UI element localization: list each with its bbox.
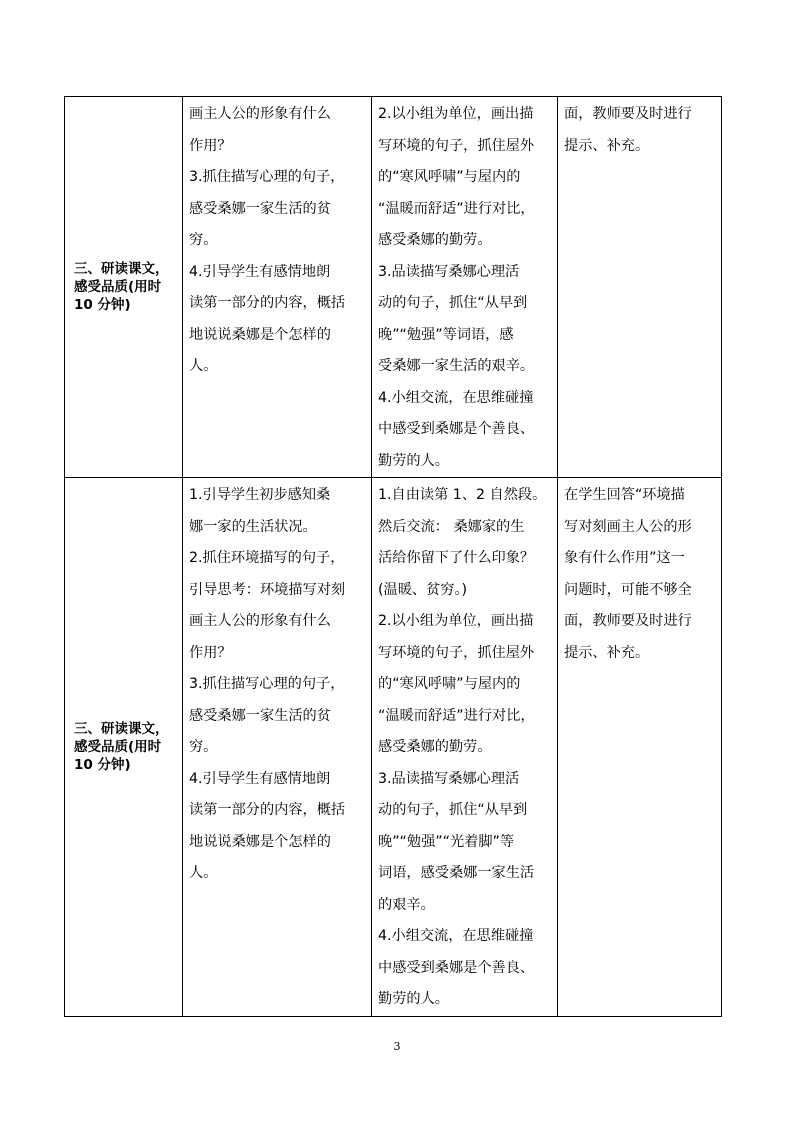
table-row (65, 97, 722, 478)
teacher-activity-cell (183, 97, 372, 478)
stage-text-line: 10 分钟) (74, 297, 131, 313)
cell-text-line: 感受桑娜的勤劳。 (378, 232, 492, 248)
table-body (65, 97, 722, 1017)
stage-text-line: 感受品质(用时 (74, 738, 162, 755)
stage-cell (65, 97, 183, 478)
student-activity-cell (372, 97, 558, 478)
cell-text-line: 3.品读描写桑娜心理活 (378, 263, 520, 280)
cell-text-line: 画主人公的形象有什么 (189, 106, 331, 122)
cell-text-line: 地说说桑娜是个怎样的 (189, 326, 331, 343)
cell-text-line: (温暖、贫穷。) (378, 581, 468, 598)
cell-text-line: 2.抓住环境描写的句子， (189, 550, 345, 566)
cell-text-line: 提示、补充。 (564, 644, 650, 661)
cell-text-line: 中感受到桑娜是个善良、 (378, 959, 535, 976)
cell-text-line: 勤劳的人。 (378, 452, 449, 469)
cell-text-line: 写环境的句子，抓住屋外 (378, 137, 535, 154)
cell-text-line: 勤劳的人。 (378, 991, 449, 1007)
cell-text-line: 4.小组交流，在思维碰撞 (378, 928, 534, 944)
cell-text-line: 4.引导学生有感情地朗 (189, 263, 331, 280)
cell-text-line: 面，教师要及时进行 (564, 106, 692, 122)
cell-text-line: 3.抓住描写心理的句子， (189, 676, 345, 692)
cell-text-line: 读第一部分的内容，概括 (189, 295, 346, 311)
cell-text-line: 象有什么作用”这一 (564, 550, 685, 566)
cell-text-line: 活给你留下了什么印象？ (378, 550, 535, 566)
cell-text-line: 晚”“勉强”等词语，感 (378, 326, 514, 343)
cell-text-line: 感受桑娜的勤劳。 (378, 739, 492, 755)
cell-text-line: 动的句子，抓住“从早到 (378, 295, 528, 311)
cell-text-line: 2.以小组为单位，画出描 (378, 106, 534, 122)
stage-text-line: 三、研读课文， (74, 261, 169, 277)
cell-text-line: 画主人公的形象有什么 (189, 613, 331, 629)
cell-text-line: 4.引导学生有感情地朗 (189, 770, 331, 787)
cell-text-line: 1.引导学生初步感知桑 (189, 487, 331, 503)
cell-text-line: 然后交流： 桑娜家的生 (378, 518, 525, 535)
stage-text-line: 感受品质(用时 (74, 279, 162, 295)
cell-text-line: 3.抓住描写心理的句子， (189, 169, 345, 185)
cell-text-line: 词语，感受桑娜一家生活 (378, 865, 535, 881)
cell-text-line: 提示、补充。 (564, 137, 650, 154)
cell-text-line: 的“寒风呼啸”与屋内的 (378, 676, 521, 692)
page-number: 3 (393, 1040, 401, 1053)
teacher-activity-cell (183, 478, 372, 1017)
table-row (65, 478, 722, 1017)
cell-text-line: 感受桑娜一家生活的贫 (189, 200, 331, 217)
stage-text-line: 三、研读课文， (74, 720, 169, 737)
cell-text-line: 引导思考：环境描写对刻 (189, 581, 346, 598)
cell-text-line: 穷。 (189, 739, 218, 755)
cell-text-line: 动的句子，抓住“从早到 (378, 802, 528, 818)
lesson-plan-table (64, 96, 722, 1017)
cell-text-line: 人。 (189, 865, 218, 881)
cell-text-line: 2.以小组为单位，画出描 (378, 613, 534, 629)
cell-text-line: 晚”“勉强”“光着脚”等 (378, 833, 515, 850)
notes-cell (558, 97, 722, 478)
cell-text-line: 作用？ (189, 644, 232, 661)
cell-text-line: 作用？ (189, 137, 232, 154)
cell-text-line: 3.品读描写桑娜心理活 (378, 770, 520, 787)
stage-cell (65, 478, 183, 1017)
cell-text-line: 娜一家的生活状况。 (189, 518, 317, 535)
cell-text-line: 写环境的句子，抓住屋外 (378, 644, 535, 661)
cell-text-line: 问题时，可能不够全 (564, 581, 692, 598)
cell-text-line: 感受桑娜一家生活的贫 (189, 707, 331, 724)
cell-text-line: “温暖而舒适”进行对比， (378, 707, 535, 724)
cell-text-line: 在学生回答“环境描 (564, 487, 685, 503)
cell-text-line: 的“寒风呼啸”与屋内的 (378, 169, 521, 185)
cell-text-line: 受桑娜一家生活的艰辛。 (378, 358, 535, 374)
cell-text-line: “温暖而舒适”进行对比， (378, 200, 535, 217)
notes-cell (558, 478, 722, 1017)
cell-text-line: 的艰辛。 (378, 896, 435, 913)
cell-text-line: 中感受到桑娜是个善良、 (378, 421, 535, 437)
cell-text-line: 穷。 (189, 232, 218, 248)
cell-text-line: 面，教师要及时进行 (564, 613, 692, 629)
cell-text-line: 4.小组交流，在思维碰撞 (378, 389, 534, 406)
cell-text-line: 人。 (189, 358, 218, 374)
cell-text-line: 1.自由读第 1、2 自然段。 (378, 487, 547, 503)
cell-text-line: 读第一部分的内容，概括 (189, 802, 346, 818)
cell-text-line: 地说说桑娜是个怎样的 (189, 833, 331, 850)
cell-text-line: 写对刻画主人公的形 (564, 518, 692, 535)
student-activity-cell (372, 478, 558, 1017)
stage-text-line: 10 分钟) (74, 756, 131, 773)
